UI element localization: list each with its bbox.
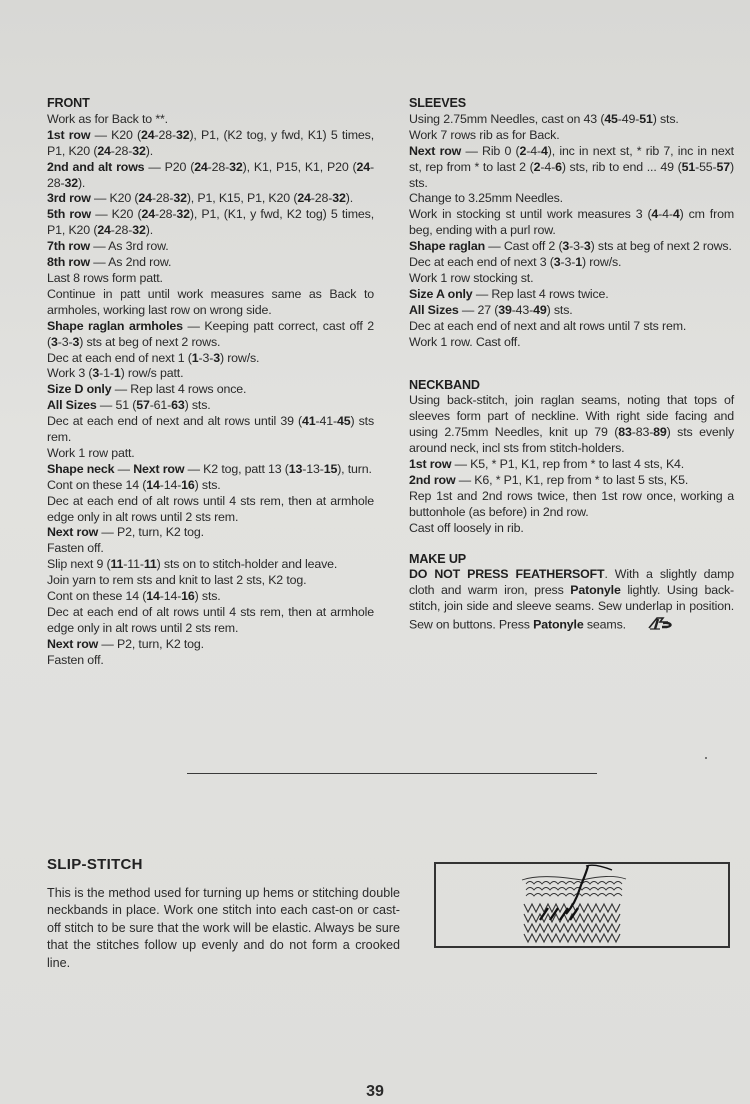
sleeves-line: Dec at each end of next 3 (3-3-1) row/s. [409,255,622,270]
front-line: 1st row — K20 (24-28-32), P1, (K2 tog, y fwd, K1) 5 times, P1, K20 (24-28-32). [47,127,374,158]
sleeves-line: Size A only — Rep last 4 rows twice. [409,286,609,301]
speck [705,757,707,759]
front-line: 7th row — As 3rd row. [47,239,169,254]
sleeves-line: Next row — Rib 0 (2-4-4), inc in next st, * rib 7, inc in next st, rep from * to last 2 (2-4-6) sts, rib to end ... 49 (51-55-57) sts. [409,143,734,190]
front-line: 8th row — As 2nd row. [47,255,172,270]
sleeves-line: Dec at each end of next and alt rows until 7 sts rem. [409,318,687,333]
front-heading: FRONT [47,96,90,110]
front-line: Fasten off. [47,541,104,556]
front-section [47,96,374,669]
front-line: Shape neck — Next row — K2 tog, patt 13 (13-13-15), turn. [47,461,372,476]
front-line: 2nd and alt rows — P20 (24-28-32), K1, P15, K1, P20 (24-28-32). [47,159,374,190]
front-line: Work as for Back to **. [47,111,168,126]
slipstitch-title: SLIP-STITCH [47,856,143,873]
front-line: Dec at each end of alt rows until 4 sts rem, then at armhole edge only in alt rows until 2 sts rem. [47,493,374,524]
front-line: Dec at each end of alt rows until 4 sts rem, then at armhole edge only in alt rows until 2 sts rem. [47,605,374,635]
makeup-text: DO NOT PRESS FEATHERSOFT. With a slightly damp cloth and warm iron, press Patonyle lightly. Using back-stitch, join side and sleeve seams. Sew underlap in position. Sew on buttons. Press Patonyle seams. [409,567,734,636]
sleeves-line: Work in stocking st until work measures 3 (4-4-4) cm from beg, ending with a purl row. [409,207,734,238]
front-line: Size D only — Rep last 4 rows once. [47,382,247,397]
front-line: All Sizes — 51 (57-61-63) sts. [47,398,211,413]
front-line: Continue in patt until work measures same as Back to armholes, working last row on wrong side. [47,286,374,317]
front-line: Cont on these 14 (14-14-16) sts. [47,589,221,604]
front-line: Work 1 row patt. [47,445,135,460]
front-line: 3rd row — K20 (24-28-32), P1, K15, P1, K20 (24-28-32). [47,191,353,206]
sleeves-section [409,96,734,351]
section-divider [187,773,597,774]
sleeves-line: Work 1 row. Cast off. [409,334,521,349]
front-line: Cont on these 14 (14-14-16) sts. [47,477,221,492]
front-line: Dec at each end of next and alt rows until 39 (41-41-45) sts rem. [47,414,374,445]
sleeves-line: Using 2.75mm Needles, cast on 43 (45-49-51) sts. [409,111,679,126]
front-line: Next row — P2, turn, K2 tog. [47,636,204,651]
makeup-heading: MAKE UP [409,551,467,566]
sleeves-line: Shape raglan — Cast off 2 (3-3-3) sts at beg of next 2 rows. [409,239,732,254]
front-line: 5th row — K20 (24-28-32), P1, (K1, y fwd, K2 tog) 5 times, P1, K20 (24-28-32). [47,207,374,238]
neckband-line: 1st row — K5, * P1, K1, rep from * to last 4 sts, K4. [409,457,685,472]
front-line: Shape raglan armholes — Keeping patt correct, cast off 2 (3-3-3) sts at beg of next 2 rows. [47,318,375,349]
front-instructions [47,112,374,669]
front-line: Slip next 9 (11-11-11) sts on to stitch-holder and leave. [47,557,338,572]
neckband-section [409,378,734,537]
front-line: Last 8 rows form patt. [47,270,163,285]
sleeves-heading: SLEEVES [409,96,467,110]
front-line: Fasten off. [47,652,104,667]
neckband-heading: NECKBAND [409,377,480,392]
front-line: Next row — P2, turn, K2 tog. [47,525,204,540]
front-line: Work 3 (3-1-1) row/s patt. [47,366,184,381]
front-line: Join yarn to rem sts and knit to last 2 sts, K2 tog. [47,573,307,588]
sleeves-line: All Sizes — 27 (39-43-49) sts. [409,302,573,317]
neckband-line: Using back-stitch, join raglan seams, noting that tops of sleeves form part of neckline. With right side facing and using 2.75mm Needles, knit up 79 (83-83-89) sts evenly around neck, incl sts from stitch-holders. [409,393,734,456]
neckband-instructions [409,393,734,536]
page-number: 39 [366,1083,384,1100]
front-line: Dec at each end of next 1 (1-3-3) row/s. [47,350,260,365]
makeup-section [409,552,734,637]
neckband-line: 2nd row — K6, * P1, K1, rep from * to last 5 sts, K5. [409,472,689,487]
right-column [409,96,734,636]
sleeves-line: Work 7 rows rib as for Back. [409,127,560,142]
patons-logo-icon [647,615,677,636]
sleeves-line: Work 1 row stocking st. [409,270,534,285]
sleeves-instructions [409,112,734,351]
neckband-line: Cast off loosely in rib. [409,520,524,535]
sleeves-line: Change to 3.25mm Needles. [409,191,563,206]
neckband-line: Rep 1st and 2nd rows twice, then 1st row once, working a buttonhole (as before) in 2nd row. [409,488,734,519]
slip-stitch-illustration-icon [434,862,730,948]
slipstitch-body: This is the method used for turning up hems or stitching double neckbands in place. Work one stitch into each cast-on or cast-off stitch to be sure that the work will be elastic. Always be sure that the stitches follow up evenly and do not form a crooked line. [47,886,400,970]
